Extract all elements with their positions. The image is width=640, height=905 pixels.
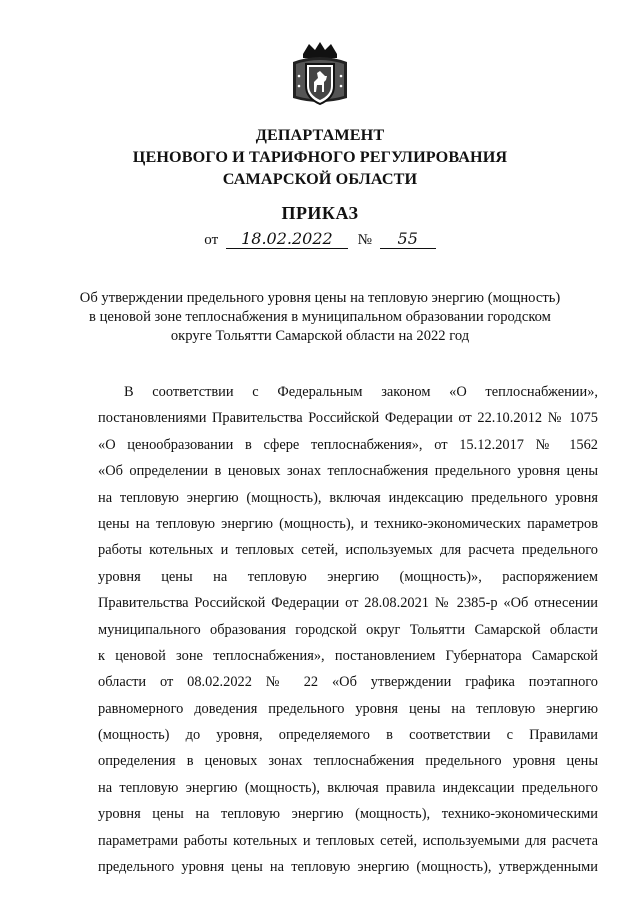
order-date-label: от: [204, 232, 219, 248]
order-number-label: №: [357, 232, 372, 248]
body-line: на тепловую энергию (мощность), включая индексацию предельного уровня: [98, 489, 598, 506]
body-line: предельного уровня цены на тепловую энергию (мощность), утвержденными: [98, 859, 598, 876]
order-date: 18.02.2022: [226, 230, 348, 249]
body-line: на тепловую энергию (мощность), включая правила индексации предельного: [98, 779, 598, 796]
department-header: [0, 124, 640, 190]
body-line: Правительства Российской Федерации от 28.08.2021 № 2385-р «Об отнесении: [98, 595, 598, 612]
coat-of-arms-icon: [289, 40, 351, 110]
body-line: равномерного доведения предельного уровня цены на тепловую энергию: [98, 700, 598, 717]
department-line-1: ДЕПАРТАМЕНТ: [255, 126, 385, 144]
order-meta: [0, 229, 640, 251]
body-line: уровня цены на тепловую энергию (мощность)», распоряжением: [98, 568, 598, 585]
body-line: работы котельных и тепловых сетей, используемых для расчета предельного: [98, 542, 598, 559]
body-line: цены на тепловую энергию (мощность), и технико-экономических параметров: [98, 515, 598, 532]
body-line: постановлениями Правительства Российской Федерации от 22.10.2012 № 1075: [98, 410, 598, 427]
body-line: параметрами работы котельных и тепловых сетей, используемыми для расчета: [98, 832, 598, 849]
order-title: ПРИКАЗ: [281, 203, 359, 223]
body-line: к ценовой зоне теплоснабжения», постановлением Губернатора Самарской: [98, 647, 598, 664]
body-line: области от 08.02.2022 № 22 «Об утверждении графика поэтапного: [98, 674, 598, 691]
body-line: В соответствии с Федеральным законом «О теплоснабжении»,: [124, 384, 598, 400]
subject-line: округе Тольятти Самарской области на 2022 год: [170, 328, 470, 344]
body-line: «Об определении в ценовых зонах теплоснабжения предельного уровня цены: [98, 463, 598, 480]
body-line: определения в ценовых зонах теплоснабжения предельного уровня цены: [98, 753, 598, 770]
body-paragraph: [98, 379, 598, 880]
body-line: муниципального образования городской округ Тольятти Самарской области: [98, 621, 598, 638]
body-line: «О ценообразовании в сфере теплоснабжения», от 15.12.2017 № 1562: [98, 436, 598, 453]
order-number: 55: [380, 230, 436, 249]
subject-line: в ценовой зоне теплоснабжения в муниципальном образовании городском: [89, 309, 551, 325]
department-line-2: ЦЕНОВОГО И ТАРИФНОГО РЕГУЛИРОВАНИЯ: [132, 148, 508, 166]
body-line: уровня цены на тепловую энергию (мощность), технико-экономическими: [98, 806, 598, 823]
department-line-3: САМАРСКОЙ ОБЛАСТИ: [222, 170, 418, 188]
body-line: (мощность) до уровня, определяемого в соответствии с Правилами: [98, 727, 598, 744]
subject-line: Об утверждении предельного уровня цены на тепловую энергию (мощность): [79, 290, 561, 306]
order-subject: [60, 289, 580, 346]
